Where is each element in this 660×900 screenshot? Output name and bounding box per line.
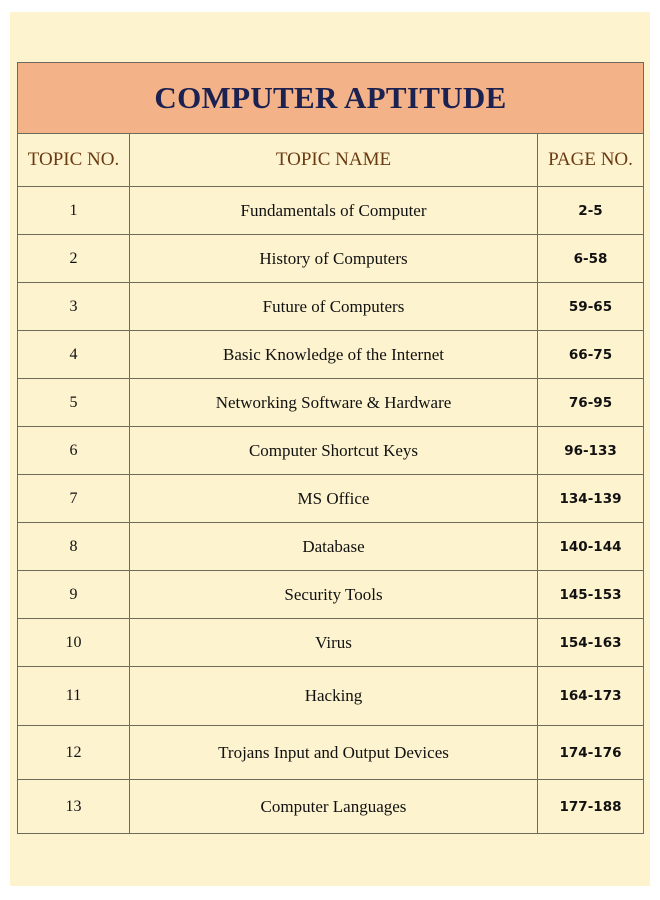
page-range: 6-58 <box>538 235 644 283</box>
topic-number: 10 <box>18 619 130 667</box>
topic-name: Database <box>130 523 538 571</box>
topic-name: Computer Languages <box>130 780 538 834</box>
page-range: 154-163 <box>538 619 644 667</box>
table-row <box>18 187 644 235</box>
page-range: 2-5 <box>538 187 644 235</box>
table-row <box>18 235 644 283</box>
header-topic-no: TOPIC NO. <box>18 134 130 187</box>
page-range: 174-176 <box>538 726 644 780</box>
table-row <box>18 780 644 834</box>
page-title: COMPUTER APTITUDE <box>18 63 644 134</box>
document-page <box>10 12 650 886</box>
topic-number: 12 <box>18 726 130 780</box>
topic-name: Fundamentals of Computer <box>130 187 538 235</box>
page-range: 140-144 <box>538 523 644 571</box>
table-row <box>18 523 644 571</box>
page-range: 164-173 <box>538 667 644 726</box>
topic-number: 1 <box>18 187 130 235</box>
table-row <box>18 726 644 780</box>
table-row <box>18 331 644 379</box>
topic-number: 2 <box>18 235 130 283</box>
table-row <box>18 283 644 331</box>
table-row <box>18 379 644 427</box>
page-range: 66-75 <box>538 331 644 379</box>
topic-number: 7 <box>18 475 130 523</box>
topic-number: 4 <box>18 331 130 379</box>
topic-number: 11 <box>18 667 130 726</box>
header-topic-name: TOPIC NAME <box>130 134 538 187</box>
topic-number: 3 <box>18 283 130 331</box>
title-row <box>18 63 644 134</box>
page-range: 59-65 <box>538 283 644 331</box>
table-row <box>18 475 644 523</box>
topic-number: 13 <box>18 780 130 834</box>
topic-name: Computer Shortcut Keys <box>130 427 538 475</box>
header-row <box>18 134 644 187</box>
page-range: 76-95 <box>538 379 644 427</box>
page-range: 96-133 <box>538 427 644 475</box>
table-row <box>18 571 644 619</box>
topic-number: 9 <box>18 571 130 619</box>
topic-number: 8 <box>18 523 130 571</box>
topic-name: Basic Knowledge of the Internet <box>130 331 538 379</box>
topic-name: Trojans Input and Output Devices <box>130 726 538 780</box>
topic-name: Virus <box>130 619 538 667</box>
topic-number: 5 <box>18 379 130 427</box>
topic-name: Security Tools <box>130 571 538 619</box>
table-row <box>18 619 644 667</box>
page-range: 134-139 <box>538 475 644 523</box>
contents-table <box>17 62 644 834</box>
page-range: 145-153 <box>538 571 644 619</box>
page-range: 177-188 <box>538 780 644 834</box>
topic-name: Hacking <box>130 667 538 726</box>
topic-number: 6 <box>18 427 130 475</box>
header-page-no: PAGE NO. <box>538 134 644 187</box>
table-row <box>18 427 644 475</box>
topic-name: History of Computers <box>130 235 538 283</box>
table-row <box>18 667 644 726</box>
topic-name: Future of Computers <box>130 283 538 331</box>
topic-name: Networking Software & Hardware <box>130 379 538 427</box>
topic-name: MS Office <box>130 475 538 523</box>
